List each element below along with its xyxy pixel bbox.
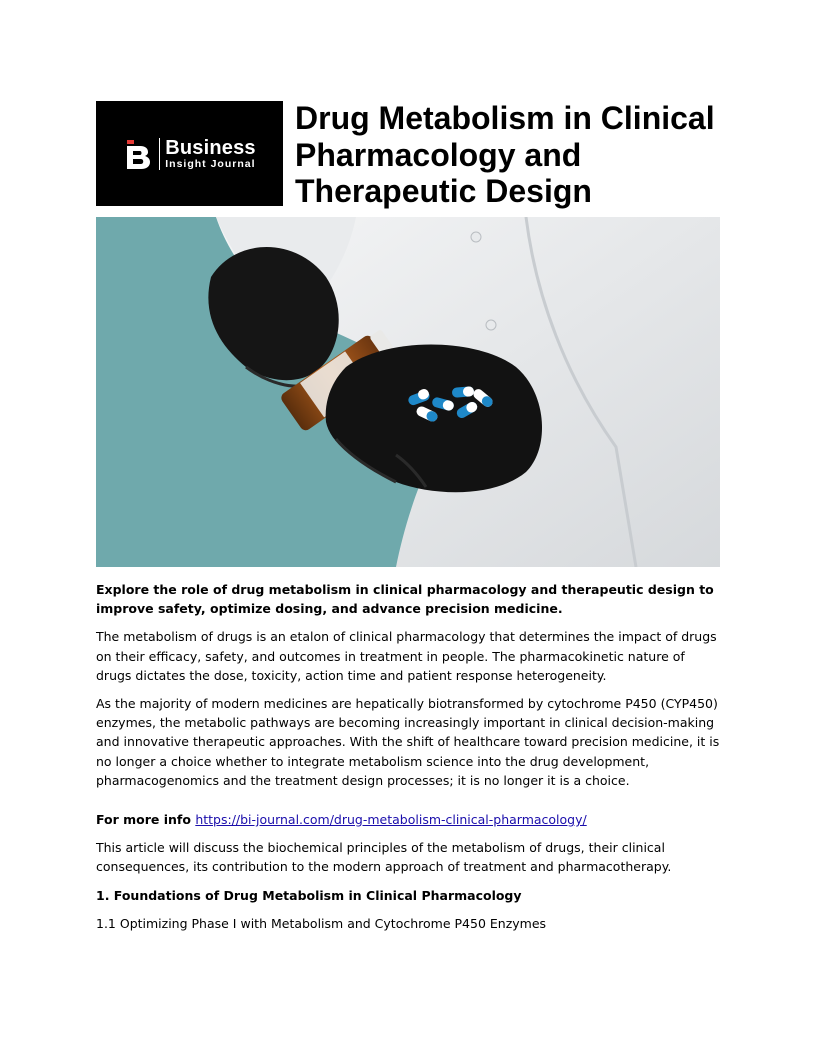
article-paragraph: The metabolism of drugs is an etalon of clinical pharmacology that determines the impact of drugs on their efficacy, safety, and outcomes in treatment in people. The pharmacokinetic nature of drugs dictates the dose, toxicity, action time and patient response heterogeneity. bbox=[96, 629, 717, 683]
publication-logo[interactable] bbox=[96, 101, 283, 206]
article-title: Drug Metabolism in Clinical Pharmacology and Therapeutic Design bbox=[295, 100, 715, 209]
logo-tagline: Insight Journal bbox=[165, 157, 256, 170]
more-info-label: For more info bbox=[96, 812, 196, 828]
article-body bbox=[96, 580, 720, 942]
logo-wordmark bbox=[159, 138, 256, 170]
subsection-heading: 1.1 Optimizing Phase I with Metabolism and Cytochrome P450 Enzymes bbox=[96, 915, 547, 931]
logo-name: Business bbox=[165, 136, 256, 159]
hero-photo-illustration bbox=[96, 217, 720, 567]
more-info-line bbox=[96, 810, 720, 829]
more-info-link[interactable]: https://bi-journal.com/drug-metabolism-clinical-pharmacology/ bbox=[195, 812, 587, 828]
logo-lockup bbox=[123, 138, 256, 170]
article-paragraph: As the majority of modern medicines are hepatically biotransformed by cytochrome P450 (CYP450) enzymes, the metabolic pathways are becoming increasingly important in clinical decision-making and innovative therapeutic approaches. With the shift of healthcare toward precision medicine, it is no longer a choice whether to integrate metabolism science into the drug development, pharmacogenomics and the treatment design processes; it is no longer it is a choice. bbox=[96, 696, 720, 788]
logo-b-icon bbox=[123, 138, 153, 170]
article-paragraph: This article will discuss the biochemical principles of the metabolism of drugs, their clinical consequences, its contribution to the modern approach of treatment and pharmacotherapy. bbox=[96, 840, 672, 875]
section-heading: 1. Foundations of Drug Metabolism in Clinical Pharmacology bbox=[96, 887, 522, 903]
article-lead: Explore the role of drug metabolism in clinical pharmacology and therapeutic design to improve safety, optimize dosing, and advance precision medicine. bbox=[96, 582, 714, 617]
hero-image bbox=[96, 217, 720, 567]
